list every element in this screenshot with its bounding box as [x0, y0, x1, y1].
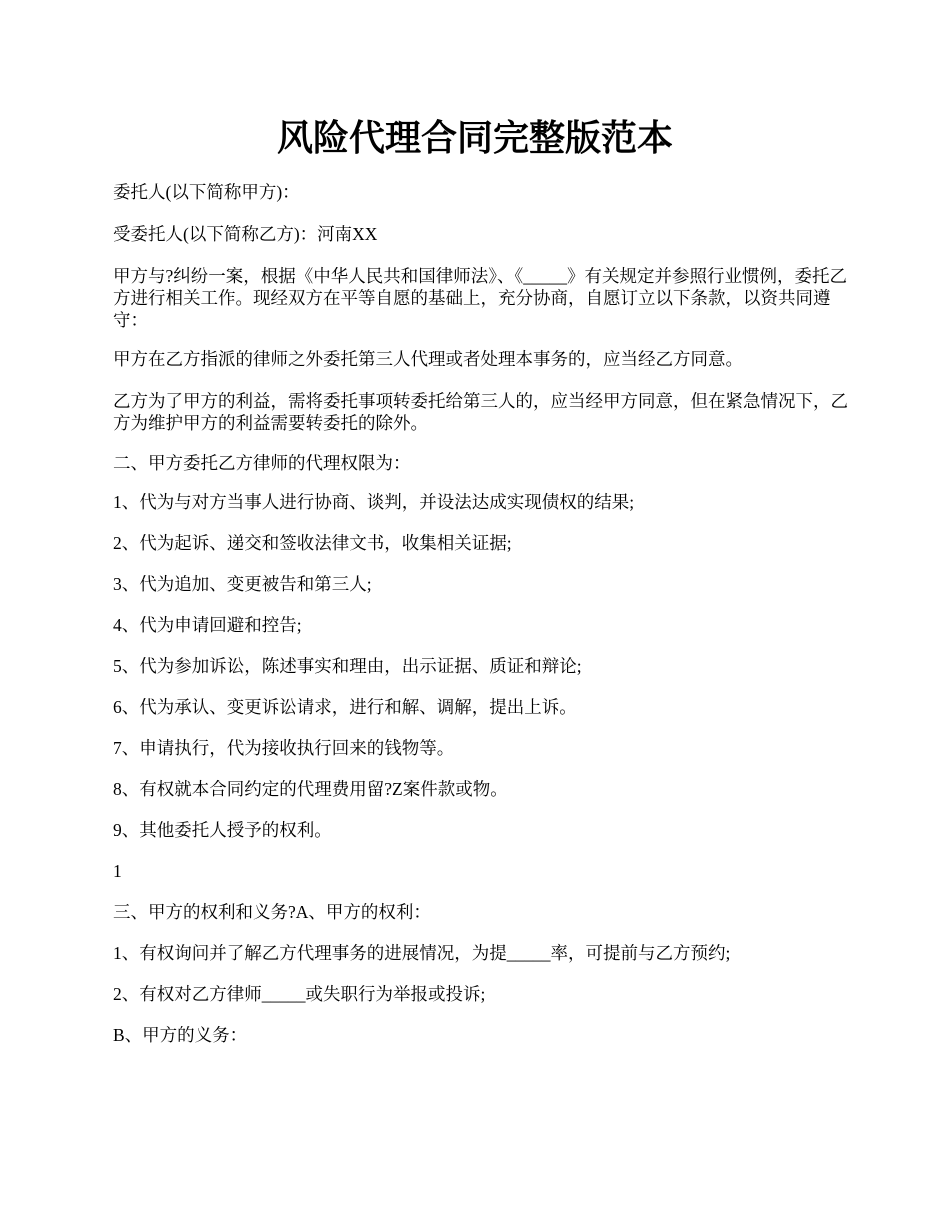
list-item: 4、代为申请回避和控告;	[113, 615, 302, 635]
section-heading-authority: 二、甲方委托乙方律师的代理权限为：	[113, 453, 411, 473]
paragraph-agent: 受委托人(以下简称乙方)：河南XX	[113, 224, 378, 244]
paragraph-preamble: 甲方与?纠纷一案，根据《中华人民共和国律师法》、《_____》有关规定并参照行业惯例，委托乙方进行相关工作。现经双方在平等自愿的基础上，充分协商，自愿订立以下条款，以资共同遵守：	[113, 266, 848, 330]
section-heading-rights: 三、甲方的权利和义务?A、甲方的权利：	[113, 902, 431, 922]
document-title: 风险代理合同完整版范本	[276, 118, 673, 158]
list-item: 8、有权就本合同约定的代理费用留?Z案件款或物。	[113, 779, 508, 799]
list-item: 2、代为起诉、递交和签收法律文书，收集相关证据;	[113, 533, 512, 553]
page-number: 1	[113, 861, 122, 881]
list-item: 3、代为追加、变更被告和第三人;	[113, 574, 372, 594]
paragraph-sub-delegation: 乙方为了甲方的利益，需将委托事项转委托给第三人的，应当经甲方同意，但在紧急情况下，乙方为维护甲方的利益需要转委托的除外。	[113, 391, 848, 433]
list-item: 2、有权对乙方律师_____或失职行为举报或投诉;	[113, 984, 486, 1004]
list-item: 1、代为与对方当事人进行协商、谈判，并设法达成实现债权的结果;	[113, 492, 635, 512]
list-item: 9、其他委托人授予的权利。	[113, 820, 332, 840]
paragraph-client: 委托人(以下简称甲方)：	[113, 182, 300, 202]
list-item: 1、有权询问并了解乙方代理事务的进展情况，为提_____率，可提前与乙方预约;	[113, 943, 731, 963]
list-item: 6、代为承认、变更诉讼请求，进行和解、调解，提出上诉。	[113, 697, 577, 717]
subsection-heading-obligations: B、甲方的义务：	[113, 1025, 248, 1045]
list-item: 7、申请执行，代为接收执行回来的钱物等。	[113, 738, 455, 758]
list-item: 5、代为参加诉讼，陈述事实和理由，出示证据、质证和辩论;	[113, 656, 582, 676]
paragraph-third-party-consent: 甲方在乙方指派的律师之外委托第三人代理或者处理本事务的，应当经乙方同意。	[113, 349, 743, 369]
